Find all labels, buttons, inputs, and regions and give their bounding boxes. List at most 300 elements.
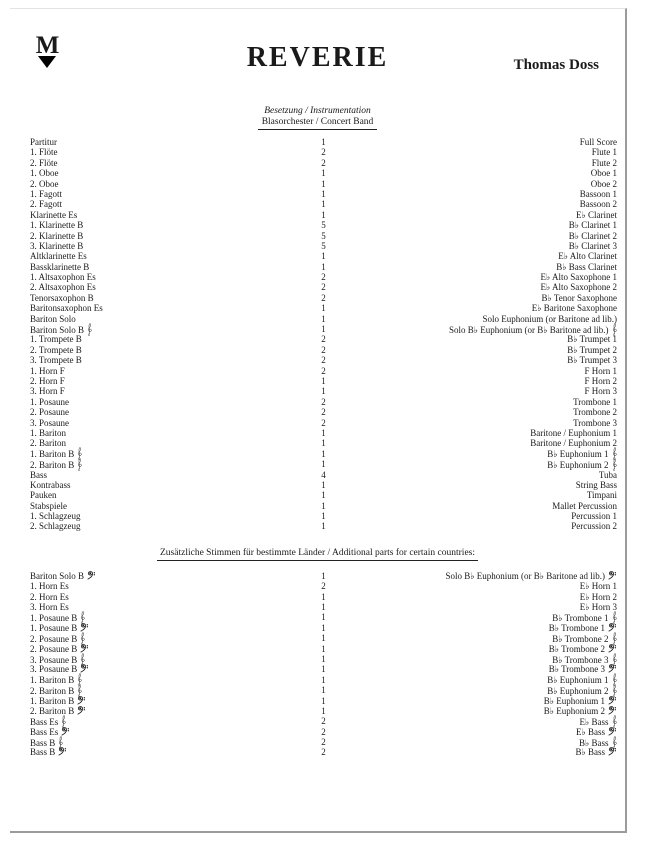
instrument-name-en: B♭ Trombone 1 (548, 622, 605, 633)
table-row (30, 199, 617, 209)
quantity: 1 (321, 303, 326, 314)
composer-name: Thomas Doss (513, 57, 599, 73)
instrument-name-en: B♭ Bass (578, 737, 609, 748)
quantity: 1 (321, 521, 326, 532)
instrumentation-table (10, 137, 625, 532)
table-row (30, 716, 617, 726)
table-row (30, 355, 617, 365)
instrument-name-en: Percussion 1 (571, 511, 617, 522)
instrument-cell-german (30, 490, 289, 500)
quantity: 2 (321, 147, 326, 158)
bass-clef-icon (87, 571, 96, 581)
instrument-cell-german (30, 418, 289, 428)
instrument-cell-german (30, 220, 289, 230)
instrument-name-de: 1. Bariton (30, 427, 66, 438)
quantity: 1 (321, 178, 326, 189)
instrument-name-en: Full Score (579, 137, 617, 147)
quantity: 2 (321, 417, 326, 428)
instrument-name-de: Tenorsaxophon B (30, 292, 94, 303)
instrument-name-en: B♭ Trombone 2 (552, 633, 609, 644)
quantity: 2 (321, 407, 326, 418)
instrument-name-en: F Horn 2 (584, 375, 617, 386)
quantity: 1 (321, 695, 326, 706)
instrument-cell-english (359, 282, 618, 292)
quantity: 1 (321, 602, 326, 613)
instrument-cell-german (30, 355, 289, 365)
quantity: 1 (321, 500, 326, 511)
instrument-name-en: E♭ Horn 2 (579, 591, 617, 602)
instrument-name-en: Trombone 1 (573, 396, 617, 407)
quantity: 1 (321, 674, 326, 685)
quantity: 1 (321, 448, 326, 459)
quantity: 1 (321, 653, 326, 664)
instrument-name-de: Bariton Solo B (30, 324, 85, 335)
page-title: REVERIE (246, 42, 389, 73)
instrument-name-de: 1. Posaune B (30, 622, 78, 633)
instrument-cell-english (359, 376, 618, 386)
instrument-name-en: Solo Euphonium (or Baritone ad lib.) (482, 313, 617, 324)
instrument-cell-german (30, 334, 289, 344)
instrument-name-en: Trombone 2 (573, 407, 617, 418)
instrument-name-en: B♭ Clarinet 1 (568, 220, 617, 231)
quantity: 2 (321, 355, 326, 366)
instrument-name-de: Bass Es (30, 717, 59, 728)
instrument-cell-german (30, 397, 289, 407)
table-row (30, 470, 617, 480)
instrument-name-en: Timpani (586, 490, 617, 501)
quantity: 5 (321, 220, 326, 231)
quantity: 1 (321, 438, 326, 449)
instrument-name-en: E♭ Alto Saxophone 2 (540, 282, 617, 293)
instrument-name-de: 3. Klarinette B (30, 240, 84, 251)
instrument-name-en: E♭ Horn 3 (579, 602, 617, 613)
quantity: 1 (321, 511, 326, 522)
instrument-cell-german (30, 199, 289, 209)
quantity: 2 (321, 747, 326, 758)
table-row (30, 685, 617, 695)
instrument-name-en: B♭ Clarinet 3 (568, 240, 617, 251)
instrument-cell-english (359, 366, 618, 376)
instrument-cell-english (359, 418, 618, 428)
instrument-cell-english (359, 158, 618, 168)
instrument-name-de: 2. Oboe (30, 178, 59, 189)
instrument-name-de: 2. Posaune B (30, 633, 78, 644)
instrument-cell-german (30, 231, 289, 241)
instrument-cell-english (359, 251, 618, 261)
instrument-name-de: 1. Fagott (30, 188, 63, 199)
table-row (30, 696, 617, 706)
table-row (30, 571, 617, 581)
instrument-name-de: 1. Klarinette B (30, 220, 84, 231)
instrument-name-de: Bariton Solo B (30, 570, 85, 581)
instrument-cell-english (359, 147, 618, 157)
instrument-name-en: E♭ Horn 1 (579, 581, 617, 592)
instrument-cell-english (359, 334, 618, 344)
instrument-cell-german (30, 407, 289, 417)
table-row (30, 633, 617, 643)
table-row (30, 376, 617, 386)
bass-clef-icon (608, 747, 617, 757)
bass-clef-icon (608, 571, 617, 581)
quantity: 1 (321, 570, 326, 581)
instrument-cell-english (359, 571, 618, 581)
instrument-cell-german (30, 428, 289, 438)
instrument-cell-german (30, 262, 289, 272)
instrument-name-de: Pauken (30, 490, 57, 501)
instrument-name-en: Percussion 2 (571, 521, 617, 532)
instrument-cell-german (30, 168, 289, 178)
instrument-name-de: 1. Trompete B (30, 334, 82, 345)
instrument-name-de: 2. Trompete B (30, 344, 82, 355)
instrument-name-de: Bassklarinette B (30, 261, 90, 272)
instrument-name-en: B♭ Bass Clarinet (556, 261, 617, 272)
quantity: 1 (321, 188, 326, 199)
instrument-name-en: B♭ Trombone 1 (552, 613, 609, 624)
instrument-name-en: Mallet Percussion (552, 500, 617, 511)
quantity: 4 (321, 469, 326, 480)
instrument-name-en: Solo B♭ Euphonium (or B♭ Baritone ad lib.) (445, 570, 605, 581)
instrument-cell-german (30, 251, 289, 261)
instrument-cell-english (359, 137, 618, 147)
quantity: 1 (321, 209, 326, 220)
instrument-cell-german (30, 179, 289, 189)
instrument-cell-english (359, 407, 618, 417)
instrument-cell-german (30, 376, 289, 386)
table-row (30, 737, 617, 747)
instrument-name-en: E♭ Bass (579, 717, 609, 728)
quantity: 1 (321, 705, 326, 716)
quantity: 1 (321, 664, 326, 675)
quantity: 1 (321, 251, 326, 262)
instrument-name-en: B♭ Bass (575, 747, 605, 758)
table-row (30, 459, 617, 469)
instrument-cell-german (30, 137, 289, 147)
instrument-cell-english (359, 355, 618, 365)
instrument-name-en: B♭ Euphonium 1 (547, 449, 609, 460)
quantity: 1 (321, 199, 326, 210)
instrument-name-en: B♭ Euphonium 1 (543, 695, 605, 706)
additional-parts-heading: Zusätzliche Stimmen für bestimmte Länder / Additional parts for certain countries: (10, 547, 625, 561)
instrument-cell-english (359, 511, 618, 521)
instrument-name-en: Solo B♭ Euphonium (or B♭ Baritone ad lib.) (449, 324, 609, 335)
quantity: 1 (321, 427, 326, 438)
instrument-name-de: 2. Posaune (30, 407, 69, 418)
instrument-name-en: Oboe 1 (590, 168, 617, 179)
instrument-cell-german (30, 282, 289, 292)
instrument-name-en: Bassoon 1 (579, 188, 617, 199)
instrument-name-de: 3. Posaune B (30, 664, 78, 675)
instrumentation-heading-block (10, 106, 625, 130)
table-row (30, 501, 617, 511)
table-row (30, 324, 617, 334)
quantity: 1 (321, 459, 326, 470)
instrument-cell-english (359, 179, 618, 189)
quantity: 2 (321, 282, 326, 293)
instrument-name-de: 2. Posaune B (30, 643, 78, 654)
instrument-name-de: 1. Bariton B (30, 695, 75, 706)
instrument-name-en: Baritone / Euphonium 1 (530, 427, 617, 438)
instrument-name-en: B♭ Trombone 3 (548, 664, 605, 675)
quantity: 2 (321, 344, 326, 355)
instrument-cell-english (359, 168, 618, 178)
instrument-name-de: Klarinette Es (30, 209, 78, 220)
instrument-name-en: B♭ Trombone 2 (548, 643, 605, 654)
quantity: 1 (321, 168, 326, 179)
table-row (30, 407, 617, 417)
table-row (30, 220, 617, 230)
quantity: 2 (321, 157, 326, 168)
table-row (30, 179, 617, 189)
instrument-cell-english (359, 397, 618, 407)
quantity: 2 (321, 716, 326, 727)
table-row (30, 282, 617, 292)
quantity: 2 (321, 334, 326, 345)
instrument-name-de: Bass B (30, 747, 56, 758)
instrument-name-de: 2. Horn F (30, 375, 65, 386)
publisher-logo (32, 32, 62, 68)
instrument-cell-english (359, 747, 618, 757)
instrument-name-en: F Horn 3 (584, 386, 617, 397)
table-row (30, 168, 617, 178)
quantity: 1 (321, 612, 326, 623)
instrument-name-de: Baritonsaxophon Es (30, 303, 103, 314)
instrument-cell-english (359, 345, 618, 355)
instrument-name-de: 2. Klarinette B (30, 230, 84, 241)
instrument-cell-german (30, 210, 289, 220)
instrument-cell-german (30, 521, 289, 531)
instrument-cell-english (359, 231, 618, 241)
quantity: 1 (321, 622, 326, 633)
instrument-cell-english (359, 293, 618, 303)
instrument-name-en: E♭ Baritone Saxophone (531, 303, 617, 314)
table-row (30, 386, 617, 396)
table-row (30, 241, 617, 251)
logo-letter: M (35, 32, 59, 59)
quantity: 1 (321, 137, 326, 147)
instrument-name-en: E♭ Clarinet (576, 209, 617, 220)
instrument-name-de: 2. Flöte (30, 157, 58, 168)
instrument-name-de: 2. Horn Es (30, 591, 69, 602)
table-row (30, 592, 617, 602)
instrument-name-en: Oboe 2 (590, 178, 617, 189)
quantity: 1 (321, 643, 326, 654)
instrument-cell-english (359, 521, 618, 531)
instrument-cell-english (359, 303, 618, 313)
instrument-name-en: F Horn 1 (584, 365, 617, 376)
instrument-name-de: 3. Posaune B (30, 654, 78, 665)
instrument-name-de: 3. Horn F (30, 386, 65, 397)
instrument-name-de: 1. Horn F (30, 365, 65, 376)
instrument-name-en: Baritone / Euphonium 2 (530, 438, 617, 449)
table-row (30, 147, 617, 157)
instrumentation-heading: Besetzung / Instrumentation (264, 106, 371, 116)
instrument-name-en: B♭ Trumpet 1 (567, 334, 617, 345)
instrument-cell-german (30, 696, 289, 706)
instrument-cell-english (359, 470, 618, 480)
instrument-name-en: Flute 2 (591, 157, 617, 168)
table-row (30, 334, 617, 344)
instrument-cell-german (30, 293, 289, 303)
ensemble-heading: Blasorchester / Concert Band (258, 117, 378, 130)
quantity: 5 (321, 240, 326, 251)
quantity: 1 (321, 324, 326, 335)
instrument-cell-german (30, 470, 289, 480)
table-row (30, 210, 617, 220)
table-row (30, 511, 617, 521)
instrument-name-de: Bass Es (30, 726, 59, 737)
instrument-cell-german (30, 366, 289, 376)
table-row (30, 490, 617, 500)
instrument-name-de: 1. Posaune (30, 396, 69, 407)
bass-clef-icon (58, 747, 67, 757)
instrument-cell-german (30, 747, 289, 757)
instrument-name-en: B♭ Euphonium 2 (547, 459, 609, 470)
instrument-name-de: 2. Altsaxophon Es (30, 282, 96, 293)
quantity: 1 (321, 386, 326, 397)
table-row (30, 158, 617, 168)
instrument-cell-german (30, 571, 289, 581)
instrument-name-de: 2. Bariton (30, 438, 66, 449)
quantity: 1 (321, 479, 326, 490)
instrument-cell-german (30, 480, 289, 490)
instrument-cell-english (359, 490, 618, 500)
instrument-name-en: String Bass (575, 479, 617, 490)
quantity: 2 (321, 272, 326, 283)
quantity: 2 (321, 737, 326, 748)
table-row (30, 418, 617, 428)
table-row (30, 189, 617, 199)
quantity: 1 (321, 591, 326, 602)
instrument-name-de: 3. Posaune (30, 417, 69, 428)
instrument-name-de: 2. Fagott (30, 199, 63, 210)
instrument-cell-english (359, 272, 618, 282)
table-row (30, 293, 617, 303)
additional-parts-table (10, 571, 625, 758)
instrument-cell-german (30, 592, 289, 602)
quantity: 1 (321, 490, 326, 501)
instrument-cell-english (359, 262, 618, 272)
instrument-name-de: Bass B (30, 737, 56, 748)
table-row (30, 480, 617, 490)
instrument-cell-german (30, 581, 289, 591)
instrument-name-en: E♭ Alto Clarinet (558, 251, 617, 262)
instrument-cell-english (359, 241, 618, 251)
quantity: 2 (321, 365, 326, 376)
instrument-cell-german (30, 189, 289, 199)
instrument-cell-english (359, 386, 618, 396)
instrument-name-de: 2. Bariton B (30, 685, 75, 696)
instrument-name-de: 3. Trompete B (30, 355, 82, 366)
instrument-name-en: Bassoon 2 (579, 199, 617, 210)
quantity: 2 (321, 396, 326, 407)
instrument-cell-english (359, 581, 618, 591)
table-row (30, 366, 617, 376)
table-row (30, 303, 617, 313)
instrument-name-de: 1. Oboe (30, 168, 59, 179)
instrument-name-de: 1. Bariton B (30, 449, 75, 460)
instrument-cell-english (359, 199, 618, 209)
instrument-name-en: B♭ Euphonium 2 (547, 685, 609, 696)
instrument-cell-german (30, 241, 289, 251)
page-sheet (10, 8, 627, 833)
instrument-name-de: Altklarinette Es (30, 251, 87, 262)
instrument-cell-english (359, 501, 618, 511)
table-row (30, 747, 617, 757)
instrument-cell-german (30, 158, 289, 168)
quantity: 1 (321, 375, 326, 386)
table-row (30, 581, 617, 591)
instrument-name-de: Stabspiele (30, 500, 67, 511)
instrument-cell-english (359, 210, 618, 220)
instrument-name-de: 1. Horn Es (30, 581, 69, 592)
instrument-name-de: 2. Bariton B (30, 705, 75, 716)
instrument-cell-german (30, 501, 289, 511)
instrument-name-de: 2. Schlagzeug (30, 521, 81, 532)
instrument-name-de: 1. Bariton B (30, 675, 75, 686)
instrument-name-de: 3. Horn Es (30, 602, 69, 613)
instrument-name-en: B♭ Euphonium 1 (547, 675, 609, 686)
instrument-cell-german (30, 386, 289, 396)
instrument-name-en: Flute 1 (591, 147, 617, 158)
quantity: 1 (321, 261, 326, 272)
instrument-name-en: B♭ Trumpet 2 (567, 344, 617, 355)
instrument-name-de: Kontrabass (30, 479, 71, 490)
instrument-name-en: Tuba (598, 469, 617, 480)
table-row (30, 231, 617, 241)
instrument-cell-german (30, 303, 289, 313)
quantity: 1 (321, 633, 326, 644)
instrument-name-de: 2. Bariton B (30, 459, 75, 470)
table-row (30, 612, 617, 622)
table-row (30, 428, 617, 438)
instrument-name-en: B♭ Euphonium 2 (543, 705, 605, 716)
instrument-cell-english (359, 696, 618, 706)
instrument-name-de: Bariton Solo (30, 313, 76, 324)
instrument-name-en: B♭ Trumpet 3 (567, 355, 617, 366)
instrument-cell-german (30, 345, 289, 355)
table-row (30, 345, 617, 355)
table-row (30, 137, 617, 147)
instrument-cell-english (359, 428, 618, 438)
quantity: 2 (321, 292, 326, 303)
bass-clef-icon (77, 696, 86, 706)
instrument-name-de: 1. Schlagzeug (30, 511, 81, 522)
table-row (30, 654, 617, 664)
instrument-cell-german (30, 147, 289, 157)
bass-clef-icon (608, 696, 617, 706)
instrument-name-de: Bass (30, 469, 48, 480)
instrument-name-de: 1. Posaune B (30, 613, 78, 624)
table-row (30, 251, 617, 261)
instrument-name-en: B♭ Tenor Saxophone (541, 292, 617, 303)
instrument-cell-english (359, 480, 618, 490)
instrument-name-en: E♭ Alto Saxophone 1 (540, 272, 617, 283)
quantity: 1 (321, 313, 326, 324)
instrument-name-de: 1. Altsaxophon Es (30, 272, 96, 283)
table-row (30, 262, 617, 272)
instrument-name-en: B♭ Trombone 3 (552, 654, 609, 665)
instrument-cell-english (359, 592, 618, 602)
instrument-name-en: E♭ Bass (576, 726, 605, 737)
instrument-cell-english (359, 220, 618, 230)
instrument-cell-german (30, 272, 289, 282)
quantity: 2 (321, 581, 326, 592)
instrument-name-de: Partitur (30, 137, 57, 147)
instrument-cell-english (359, 189, 618, 199)
instrument-name-de: 1. Flöte (30, 147, 58, 158)
table-row (30, 272, 617, 282)
table-row (30, 521, 617, 531)
